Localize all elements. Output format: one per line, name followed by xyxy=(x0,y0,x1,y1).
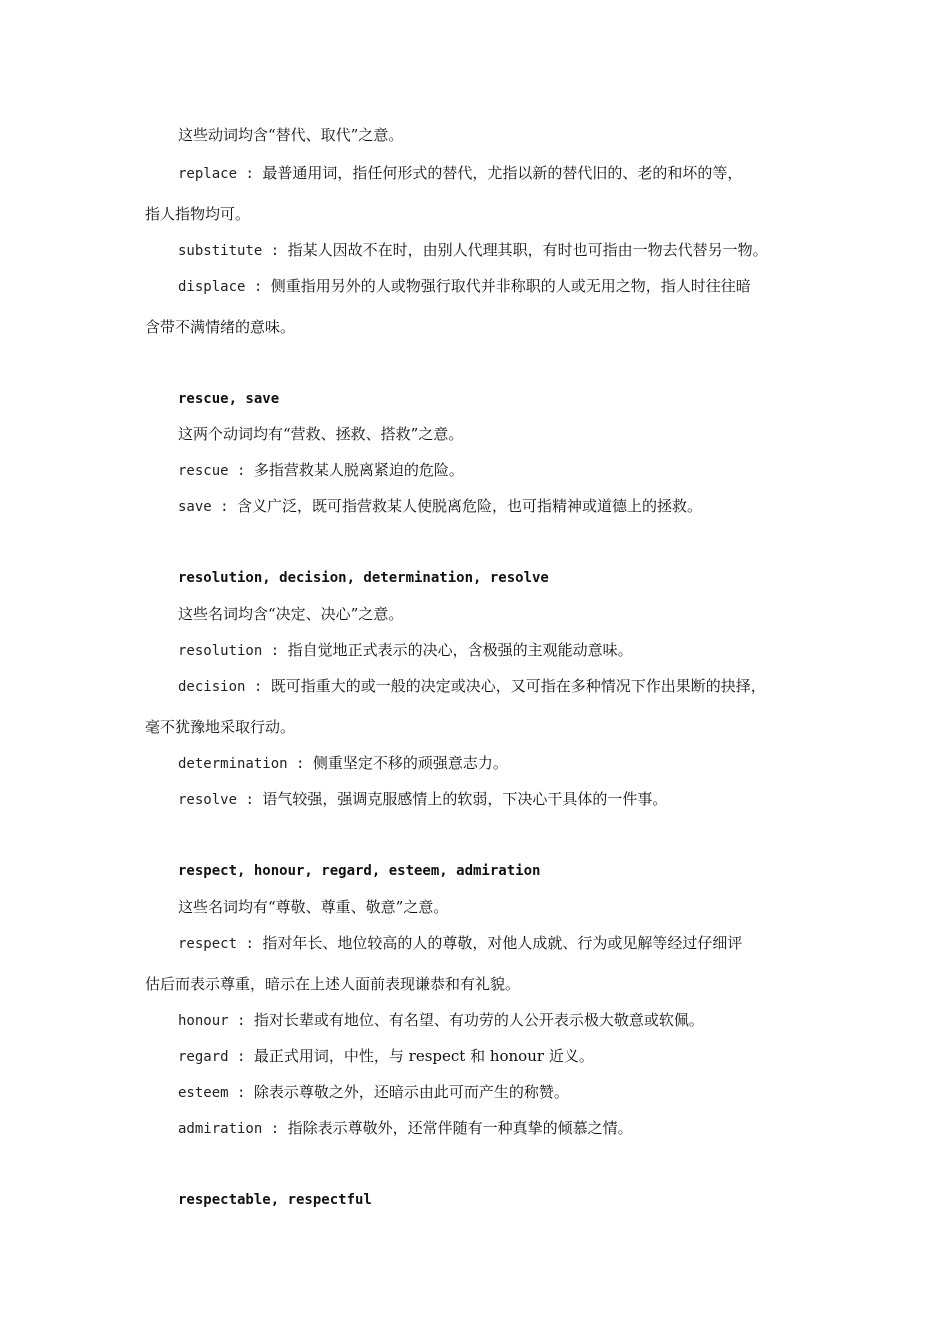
entry-separator: : xyxy=(228,1049,254,1065)
entry-definition: 指自觉地正式表示的决心，含极强的主观能动意味。 xyxy=(287,641,633,659)
entry-term: determination xyxy=(178,756,288,772)
entry-substitute xyxy=(178,240,768,261)
entry-separator: : xyxy=(287,756,313,772)
entry-term: decision xyxy=(178,679,246,695)
section-intro: 这些名词均含“决定、决心”之意。 xyxy=(178,605,404,623)
entry-term: admiration xyxy=(178,1121,263,1137)
entry-continuation: 含带不满情绪的意味。 xyxy=(145,318,296,336)
entry-separator: : xyxy=(228,463,254,479)
section-intro: 这两个动词均有“营救、拯救、搭救”之意。 xyxy=(178,425,464,443)
entry-term: resolution xyxy=(178,643,263,659)
entry-definition: 侧重坚定不移的顽强意志力。 xyxy=(312,754,508,772)
entry-definition: 指对长辈或有地位、有名望、有功劳的人公开表示极大敬意或软佩。 xyxy=(253,1011,704,1029)
entry-honour xyxy=(178,1010,704,1031)
section-intro: 这些动词均含“替代、取代”之意。 xyxy=(178,126,404,144)
entry-term: rescue xyxy=(178,463,229,479)
entry-separator: : xyxy=(262,243,288,259)
entry-separator: : xyxy=(262,1121,288,1137)
entry-continuation: 指人指物均可。 xyxy=(145,205,251,223)
entry-definition: 指对年长、地位较高的人的尊敬，对他人成就、行为或见解等经过仔细评 xyxy=(262,934,743,952)
entry-term: displace xyxy=(178,279,246,295)
entry-definition: 除表示尊敬之外，还暗示由此可而产生的称赞。 xyxy=(253,1083,569,1101)
section-heading: respect, honour, regard, esteem, admiration xyxy=(178,863,541,879)
entry-respect xyxy=(178,933,742,954)
entry-continuation: 毫不犹豫地采取行动。 xyxy=(145,718,296,736)
entry-definition: 既可指重大的或一般的决定或决心，又可指在多种情况下作出果断的抉择， xyxy=(270,677,766,695)
entry-decision xyxy=(178,676,766,697)
entry-term: replace xyxy=(178,166,238,182)
entry-continuation: 估后而表示尊重，暗示在上述人面前表现谦恭和有礼貌。 xyxy=(145,975,521,993)
entry-separator: : xyxy=(237,792,263,808)
entry-definition: 最普通用词，指任何形式的替代，尤指以新的替代旧的、老的和坏的等， xyxy=(262,164,743,182)
entry-save xyxy=(178,496,702,517)
entry-separator: : xyxy=(228,1085,254,1101)
entry-separator: : xyxy=(211,499,238,515)
entry-separator: : xyxy=(237,936,263,952)
entry-term: substitute xyxy=(178,243,263,259)
entry-determination xyxy=(178,753,508,774)
section-heading: rescue, save xyxy=(178,391,280,407)
entry-resolution xyxy=(178,640,633,661)
entry-separator: : xyxy=(228,1013,254,1029)
entry-separator: : xyxy=(262,643,288,659)
entry-term: respect xyxy=(178,936,238,952)
entry-replace xyxy=(178,163,742,184)
section-intro: 这些名词均有“尊敬、尊重、敬意”之意。 xyxy=(178,898,449,916)
entry-definition: 语气较强，强调克服感情上的软弱，下决心干具体的一件事。 xyxy=(262,790,668,808)
entry-term: honour xyxy=(178,1013,229,1029)
entry-term: esteem xyxy=(178,1085,229,1101)
entry-term: regard xyxy=(178,1049,229,1065)
entry-resolve xyxy=(178,789,667,810)
entry-rescue xyxy=(178,460,464,481)
entry-separator: : xyxy=(245,279,271,295)
entry-definition: 侧重指用另外的人或物强行取代并非称职的人或无用之物，指人时往往暗 xyxy=(270,277,751,295)
entry-definition: 指某人因故不在时，由别人代理其职，有时也可指由一物去代替另一物。 xyxy=(287,241,768,259)
entry-esteem xyxy=(178,1082,569,1103)
entry-definition: 含义广泛，既可指营救某人使脱离危险，也可指精神或道德上的拯救。 xyxy=(237,497,703,515)
entry-definition: 多指营救某人脱离紧迫的危险。 xyxy=(253,461,464,479)
entry-definition: 最正式用词，中性，与 respect 和 honour 近义。 xyxy=(253,1047,594,1065)
entry-displace xyxy=(178,276,751,297)
entry-regard xyxy=(178,1046,594,1067)
entry-admiration xyxy=(178,1118,633,1139)
section-heading: respectable, respectful xyxy=(178,1192,372,1208)
entry-term: resolve xyxy=(178,792,238,808)
entry-separator: : xyxy=(237,166,263,182)
entry-definition: 指除表示尊敬外，还常伴随有一种真挚的倾慕之情。 xyxy=(287,1119,633,1137)
entry-separator: : xyxy=(245,679,271,695)
section-heading: resolution, decision, determination, resolve xyxy=(178,570,549,586)
entry-term: save xyxy=(178,499,212,515)
